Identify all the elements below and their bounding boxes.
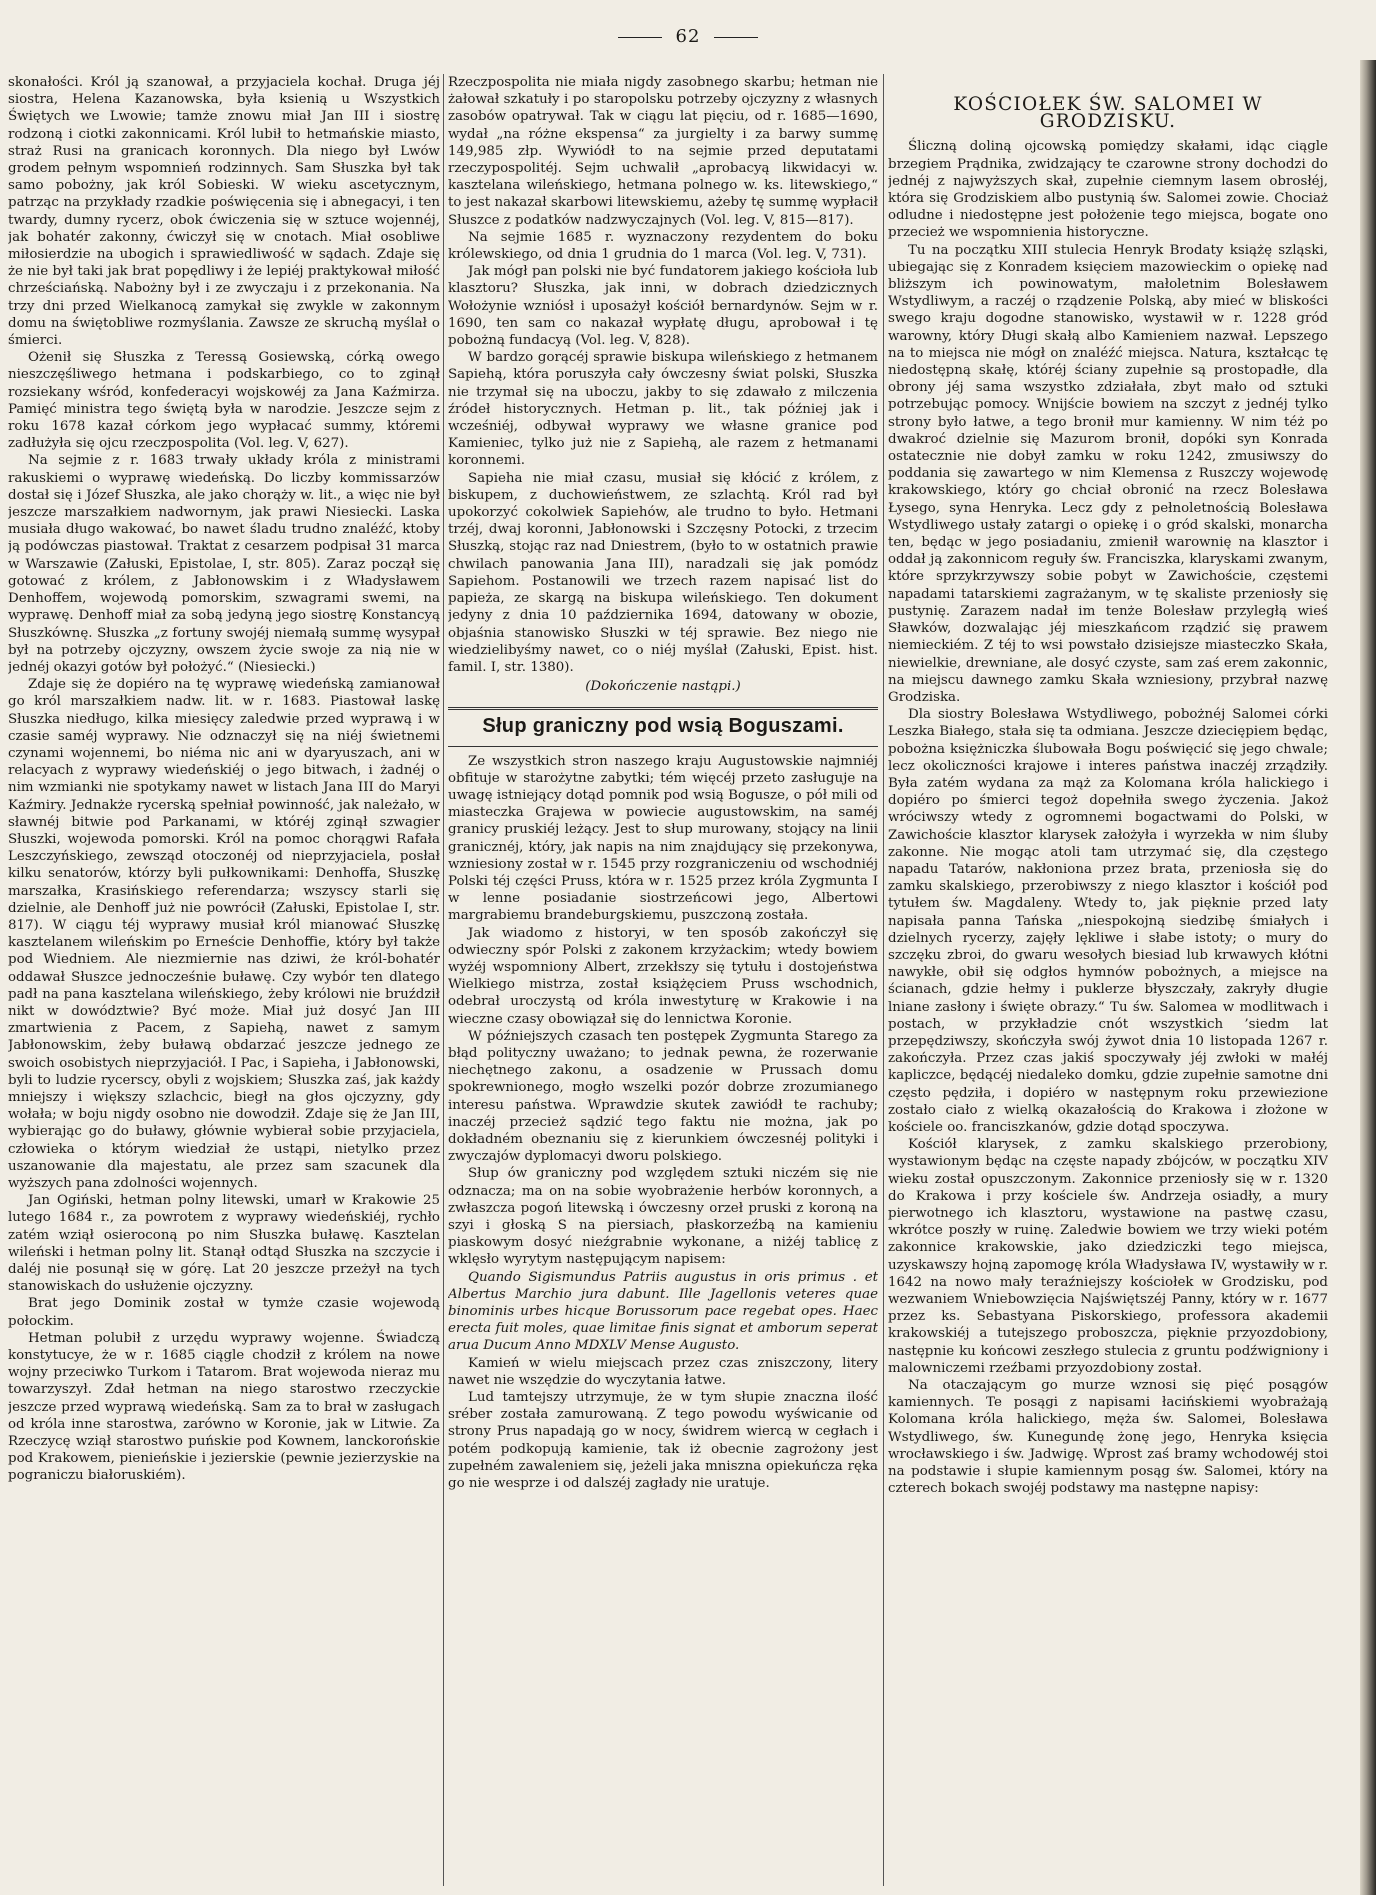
latin-inscription: Quando Sigismundus Patriis augustus in oris primus . et Albertus Marchio jura dabunt. Ille Jagellonis veteres quae binominis urbes hicque Borussorum pace regebat opes. Haec erecta fuit moles, quae limitae finis signat et amborum seperat arua Ducum Anno MDXLV Mense Augusto. [448, 1269, 878, 1354]
paragraph: Kamień w wielu miejscach przez czas zniszczony, litery nawet nie wszędzie do wyczytania łatwe. [448, 1355, 878, 1388]
title-underline [448, 746, 878, 747]
paragraph: Hetman polubił z urzędu wyprawy wojenne. Świadczą konstytucye, że w r. 1685 ciągle chodził z królem na nowe wojny przeciwko Turkom i Tatarom. Brat wojewoda nieraz mu towarzyszył. Zdał hetman na niego starostwo rzeczyckie jeszcze przed wyprawą wiedeńską. Sam za to brał w zasługach od króla inne starostwa, zarówno w Koronie, jak w Litwie. Za Rzeczycę wziął starostwo puńskie pod Kownem, lanckorońskie pod Krakowem, pienieńskie i jezierskie (pewnie jezierzyskie na pograniczu białoruskiém). [8, 1330, 440, 1484]
paragraph: W późniejszych czasach ten postępek Zygmunta Starego za błąd polityczny uważano; to jednak pewna, że rozerwanie niechętnego zakonu, a osadzenie w Prussach domu spokrewnionego, mogło wszelki pozór dobrze zrozumianego interesu państwa. Wprawdzie skutek zawiódł te rachuby; inaczéj przecież sądzić tego faktu nie można, jak po dokładném obeznaniu się z kierunkiem ówczesnéj polityki i zwyczajów dyplomacyi dworu polskiego. [448, 1028, 878, 1165]
paragraph: Na sejmie 1685 r. wyznaczony rezydentem do boku królewskiego, od dnia 1 grudnia do 1 marca (Vol. leg. V, 731). [448, 229, 878, 263]
paragraph: Śliczną doliną ojcowską pomiędzy skałami, idąc ciągle brzegiem Prądnika, zwidzający te czarowne strony dochodzi do jednéj z najwyższych skał, zupełnie ciemnym lasem obrosłéj, która się Grodziskiem albo pustynią św. Salomei zowie. Chociaż odludne i niedostępne jest położenie tego miejsca, bogate ono przecież we wspomnienia historyczne. [888, 139, 1328, 241]
article-slup-body [448, 753, 878, 1493]
article-title-koscielek: KOŚCIOŁEK ŚW. SALOMEI W GRODZISKU. [953, 94, 1263, 133]
section-divider [448, 707, 878, 710]
paragraph: skonałości. Król ją szanował, a przyjaciela kochał. Druga jéj siostra, Helena Kazanowska, była ksienią u Wszystkich Świętych we Lwowie; tamże znowu miał Jan III i siostrę rodzoną i ciotki zakonnicami. Król lubił to hetmańskie miasto, straż Rusi na granicach koronnych. Dla niego był Lwów grodem pełnym wspomnień rodzinnych. Sam Słuszka był tak samo pobożny, jak król Sobieski. W wieku ascetycznym, patrząc na przykłady rzadkie poświęcenia się i abnegacyi, i ten twardy, dumny rycerz, obok ćwiczenia się w sztuce wojennéj, jak bohatér zakonny, ćwiczył się w cnotach. Miał osobliwe miłosierdzie na ubogich i sprawiedliwość w sądach. Zdaje się że nie był taki jak brat popędliwy i że lepiéj praktykował miłość chrześciańską. Nabożny był i ze zwyczaju i z przekonania. Na trzy dni przed Wielkanocą zamykał się zwykle w zakonnym domu na świętobliwe rozmyślania. Zawsze ze skruchą myślał o śmierci. [8, 75, 440, 349]
page-number [0, 26, 1376, 47]
column-divider-2 [883, 74, 884, 1886]
page-number-dash-right [714, 37, 758, 38]
paragraph: Dla siostry Bolesława Wstydliwego, pobożnéj Salomei córki Leszka Białego, stała się ta odmiana. Jeszcze dzieciępiem będąc, pobożna księżniczka ślubowała Bogu poświęcić się jego chwale; lecz okoliczności krajowe i interes państwa inaczéj zrządziły. Była zatém wydana za mąż za Kolomana króla halickiego i dopiéro po śmierci tegoż dopełniła swego życzenia. Jakoż wróciwszy wtedy z ogromnemi bogactwami do Polski, w Zawichoście klasztor klarysek założyła i wyrzekła w nim śluby zakonne. Nie mogąc atoli tam utrzymać się, dla częstego napadu Tatarów, nakłoniona przez brata, przeniosła się do zamku skalskiego, przerobiwszy z niego klasztor i kościół pod tytułem św. Magdaleny. Wtedy to, jak pięknie przed laty napisała panna Tańska „niespokojną siedzibę śmiałych i dzielnych rycerzy, zajęły lękliwe i słabe istoty; o mury do szczęku zbroi, do gwaru wesołych biesiad lub krwawych kłótni nawykłe, obił się odgłos hymnów pobożnych, a miejsce na ścianach, gdzie hełmy i puklerze błyszczały, zakryły długie lniane zasłony i święte obrazy.“ Tu św. Salomea w modlitwach i postach, w przykładzie cnót wszystkich ’siedm lat przepędziwszy, skończyła swój żywot dnia 10 listopada 1267 r. zakończyła. Przez czas jakiś spoczywały jéj zwłoki w małéj kapliczce, będącéj niedaleko domku, gdzie zupełnie samotne dni często pędziła, i dopiéro w następnym roku przewiezione zostało ciało z wielką okazałością do Krakowa i złożone w kościele oo. franciszkanów, gdzie dotąd spoczywa. [888, 707, 1328, 1135]
column-1 [8, 74, 440, 1886]
paragraph: Brat jego Dominik został w tymże czasie wojewodą połockim. [8, 1296, 440, 1329]
next-page-edge [1360, 60, 1376, 1895]
paragraph: Jak mógł pan polski nie być fundatorem jakiego kościoła lub klasztoru? Słuszka, jak inni, w dobrach dziedzicznych Wołożynie wzniósł i uposażył kościół bernardynów. Sejm w r. 1690, ten sam co nakazał wypłatę długu, aprobował i tę pobożną fundacyą (Vol. leg. V, 828). [448, 264, 878, 349]
paragraph: Jak wiadomo z historyi, w ten sposób zakończył się odwieczny spór Polski z zakonem krzyżackim; wtedy bowiem wyżéj wspomniony Albert, zrzekłszy się tytułu i dostojeństwa Wielkiego mistrza, został książęciem Pruss wschodnich, odebrał uroczystą od króla inwestyturę w Krakowie i na wieczne czasy obowiązał się do lennictwa Koronie. [448, 925, 878, 1027]
paragraph: Tu na początku XIII stulecia Henryk Brodaty książę szląski, ubiegając się z Konradem księciem mazowieckim o opiekę nad bliższym ich powinowatym, małoletnim Bolesławem Wstydliwym, a raczéj o rządzenie Polską, aby mieć w bliskości swego kraju dogodne stanowisko, wystawił w r. 1228 gród warowny, który Długi skałą albo Kamieniem nazwał. Lepszego na to miejsca nie mógł on znaléźć miejsca. Natura, kształcąc tę niedostępną skałę, któréj ściany zupełnie są prostopadłe, dla obrony jéj sama wszystko zdziałała, zbyt mało od sztuki potrzebując pomocy. Wnijście bowiem na szczyt z jednéj tylko strony było łatwe, a tego bronił mur kamienny. W nim téż po dwakroć dzielnie się Mazurom bronił, dopóki syn Konrada ostatecznie nie dobył zamku w roku 1242, zmusiwszy do poddania się zawartego w nim Klemensa z Ruszczy wojewodę krakowskiego, który go chciał obronić na rzecz Bolesława Łysego, syna Henryka. Lecz gdy z pełnoletnością Bolesława Wstydliwego ustały zatargi o opiekę i o gród skalski, monarcha ten, będąc w jego posiadaniu, zmienił warownię na klasztor i oddał ją zakonnicom reguły św. Franciszka, klaryskami zwanym, które sprzykrzywszy sobie pobyt w Zawichoście, częstemi napadami tatarskiemi zagrażanym, w tę skaliste przeniosły się pustynię. Zarazem nadał im tenże Bolesław przyległą wieś Sławków, dozwalając jéj mieszkańcom rządzić się prawem niemieckiém. Z téj to wsi powstało dzisiejsze miasteczko Skała, niewielkie, drewniane, ale dosyć czyste, sam zaś erem zakonnic, na miejscu dawnego zamku Skała wzniesiony, przybrał nazwę Grodziska. [888, 242, 1328, 705]
paragraph: Na otaczającym go murze wznosi się pięć posągów kamiennych. Te posągi z napisami łacińskiemi wyobrażają Kolomana króla halickiego, męża św. Salomei, Bolesława Wstydliwego, św. Kunegundę żonę jego, Henryka księcia wrocławskiego i św. Jadwigę. Wprost zaś bramy wchodowéj stoi na podstawie i słupie kamiennym posąg św. Salomei, który na czterech bokach swojéj podstawy ma następne napisy: [888, 1378, 1328, 1497]
article-continuation [448, 74, 878, 676]
paragraph: Na sejmie z r. 1683 trwały układy króla z ministrami rakuskiemi o wyprawę wiedeńską. Do liczby kommissarzów dostał się i Józef Słuszka, ale jako chorąży w. lit., a więc nie był jeszcze marszałkiem nadwornym, jak prawi Niesiecki. Laska musiała długo wakować, bo nawet śladu trudno znaléźć, ktoby ją podówczas piastował. Traktat z cesarzem podpisał 31 marca w Warszawie (Załuski, Epistolae, I, str. 805). Zaraz począł się gotować z królem, z Jabłonowskim i z Władysławem Denhoffem, wojewodą pomorskim, szwagrami swemi, na wyprawę. Denhoff miał za sobą jedyną jego siostrę Konstancyą Słuszkównę. Słuszka „z fortuny swojéj niemałą summę wysypał był na potrzeby ojczyzny, owszem życie swoje za nią nie w jednéj okazyi gotów był położyć.“ (Niesiecki.) [8, 453, 440, 675]
paragraph: Jan Ogiński, hetman polny litewski, umarł w Krakowie 25 lutego 1684 r., za powrotem z wyprawy wiedeńskiéj, rychło zatém wziął osieroconą po nim Słuszka buławę. Kasztelan wileński i hetman polny lit. Stanął odtąd Słuszka na szczycie i daléj nie posunął się w górę. Lat 20 jeszcze przeżył na tych stanowiskach do usłużenie ojczyzny. [8, 1193, 440, 1295]
page-number-text: 62 [675, 26, 701, 47]
page-number-dash-left [618, 37, 662, 38]
paragraph: Zdaje się że dopiéro na tę wyprawę wiedeńską zamianował go król marszałkiem nadw. lit. w r. 1683. Piastował laskę Słuszka niedługo, kilka miesięcy zaledwie przed wyprawą i w czasie saméj wyprawy. Nie odznaczył się na niéj świetnemi czynami wojennemi, bo niéma nic ani w dyaryuszach, ani w relacyach z wyprawy wiedeńskiéj o jego bitwach, i żadnéj o nim wzmianki nie spotykamy nawet w listach Jana III do Maryi Kaźmiry. Jednakże rycerską spełniał powinność, jak należało, w sławnéj bitwie pod Parkanami, w któréj zginął szwagier Słuszki, wojewoda pomorski. Król na pomoc chorągwi Rafała Leszczyńskiego, zewsząd otoczonéj od nieprzyjaciela, posłał kilku senatorów, którzy byli pułkownikami: Denhoffa, Słuszkę marszałka, Krasińskiego referendarza; wszyscy starli się dzielnie, ale Denhoff już nie powrócił (Załuski, Epistolae I, str. 817). W ciągu téj wyprawy musiał król mianować Słuszkę kasztelanem wileńskim po Erneście Denhoffie, który był także pod Wiedniem. Ale niezmiernie nas dziwi, że król-bohatér oddawał Słuszce jednocześnie buławę. Czy wybór ten dlatego padł na pana kasztelana wileńskiego, żeby królowi nie bruździł nikt w dowództwie? Być może. Miał już dosyć Jan III zmartwienia z Pacem, z Sapiehą, nawet z samym Jabłonowskim, żeby buławą obdarzać jeszcze jednego ze swoich osobistych nieprzyjaciół. I Pac, i Sapieha, i Jabłonowski, byli to ludzie rycerscy, obyli z wojskiem; Słuszka zaś, jak każdy mniejszy i większy szlachcic, biegł na głos ojczyzny, gdy wołała; w boju nigdy osobno nie dowodził. Zdaje się że Jan III, wybierając go do buławy, głównie wybierał sobie przyjaciela, człowieka o którym wiedział że ustąpi, nietylko przez uszanowanie dla majestatu, ale przez sam szacunek dla wyższych pana zdolności wojennych. [8, 677, 440, 1191]
article-koscielek-body [888, 138, 1328, 1497]
paragraph: Ze wszystkich stron naszego kraju Augustowskie najmniéj obfituje w starożytne zabytki; tém więcéj przeto zasługuje na uwagę istniejący dotąd pomnik pod wsią Bogusze, o pół mili od miasteczka Grajewa w powiecie augustowskim, na saméj granicy pruskiéj leżący. Jest to słup murowany, stojący na linii granicznéj, który, jak napis na nim znajdujący się przekonywa, wzniesiony został w r. 1545 przy rozgraniczeniu od wschodniéj Polski téj części Pruss, która w r. 1525 przez króla Zygmunta I w lenne posiadanie siostrzeńcowi jego, Albertowi margrabiemu brandeburgskiemu, puszczoną została. [448, 753, 878, 924]
column-divider-1 [443, 74, 444, 1886]
column-2 [448, 74, 878, 1886]
article-title-slup: Słup graniczny pod wsią Boguszami. [482, 715, 844, 738]
column-3 [888, 74, 1328, 1886]
paragraph: Słup ów graniczny pod względem sztuki niczém się nie odznacza; ma on na sobie wyobrażenie herbów koronnych, a zwłaszcza pogoń litewską i ówczesny orzeł pruski z koroną na szyi i głoską S na piersiach, płaskorzeźbą na kamieniu piaskowym dosyć nieźgrabnie wykonane, a niżéj tablicę z wklęsło wyrytym następującym napisem: [448, 1166, 878, 1268]
paragraph: Sapieha nie miał czasu, musiał się kłócić z królem, z biskupem, z duchowieństwem, ze szlachtą. Król rad był upokorzyć cokolwiek Sapiehów, ale trudno to było. Hetmani trzéj, dwaj koronni, Jabłonowski i Szczęsny Potocki, z trzecim Słuszką, stojąc raz nad Dniestrem, (było to w ostatnich prawie chwilach panowania Jana III), naradzali się jak pomódz Sapiehom. Postanowili we trzech razem napisać list do papieża, ze skargą na biskupa wileńskiego. Ten dokument jedyny z dnia 10 października 1694, datowany w obozie, objaśnia stanowisko Słuszki w téj sprawie. Bez niego nie wiedzielibyśmy nawet, co o niéj myślał (Załuski, Epist. hist. famil. I, str. 1380). [448, 470, 878, 675]
continuation-note: (Dokończenie nastąpi.) [585, 679, 741, 695]
paragraph: Rzeczpospolita nie miała nigdy zasobnego skarbu; hetman nie żałował szkatuły i po staropolsku potrzeby ojczyzny z własnych zasobów opatrywał. Tak w ciągu lat pięciu, od r. 1685—1690, wydał „na różne ekspensa“ za jurgielty i za barwy summę 149,985 złp. Wywiódł to na sejmie przed deputatami rzeczypospolitéj. Sejm uchwalił „aprobacyą likwidacyi w. kasztelana wileńskiego, hetmana polnego w. ks. litewskiego,“ to jest nakazał skarbowi litewskiemu, ażeby tę summę wypłacił Słuszce z podatków nadzwyczajnych (Vol. leg. V, 815—817). [448, 75, 878, 228]
paragraph: Lud tamtejszy utrzymuje, że w tym słupie znaczna ilość sréber została zamurowaną. Z tego powodu wyświcanie od strony Prus napadają go w nocy, świdrem wiercą w cegłach i potém podkopują kamienie, tak iż obecnie zagrożony jest zupełném zawaleniem się, jeżeli jaka mniszna opiekuńcza ręka go nie wesprze i od dalszéj zagłady nie uratuje. [448, 1390, 878, 1492]
paragraph: Ożenił się Słuszka z Teressą Gosiewską, córką owego nieszczęśliwego hetmana i podskarbiego, co to zginął rozsiekany wśród, konfederacyi wojskowéj za Jana Kaźmirza. Pamięć ministra tego świętą była w narodzie. Jeszcze sejm z roku 1678 kazał córkom jego wypłacać summy, któremi zadłużyła się ojcu rzeczpospolita (Vol. leg. V, 627). [8, 350, 440, 452]
paragraph: Kościół klarysek, z zamku skalskiego przerobiony, wystawionym będąc na częste napady zbójców, w początku XIV wieku został opuszczonym. Zakonnice przeniosły się w r. 1320 do Krakowa i przy kościele św. Andrzeja osiadły, a mury pierwotnego ich klasztoru, wystawione na pastwę czasu, wkrótce poszły w ruinę. Zaledwie bowiem we trzy wieki potém zakonnice krakowskie, jako dziedziczki tego miejsca, uzyskawszy hojną zapomogę króla Władysława IV, wystawiły w r. 1642 na nowo mały teraźniejszy kościołek w Grodzisku, pod wezwaniem Wniebowzięcia Najświętszéj Panny, który w r. 1677 przez ks. Sebastyana Piskorskiego, professora akademii krakowskiéj a tutejszego proboszcza, pięknie przyozdobiony, następnie ku końcowi zeszłego stulecia z gruntu podźwigniony i malowniczemi rzeźbami przyozdobiony został. [888, 1137, 1328, 1376]
paragraph: W bardzo gorącéj sprawie biskupa wileńskiego z hetmanem Sapiehą, która poruszyła cały ówczesny świat polski, Słuszka nie trzymał się na uboczu, jakby to się zdawało z milczenia źródeł historycznych. Hetman p. lit., tak później jak i wcześniéj, odbywał wyprawy we własne granice pod Kamieniec, tylko już nie z Sapiehą, ale razem z hetmanami koronnemi. [448, 350, 878, 469]
